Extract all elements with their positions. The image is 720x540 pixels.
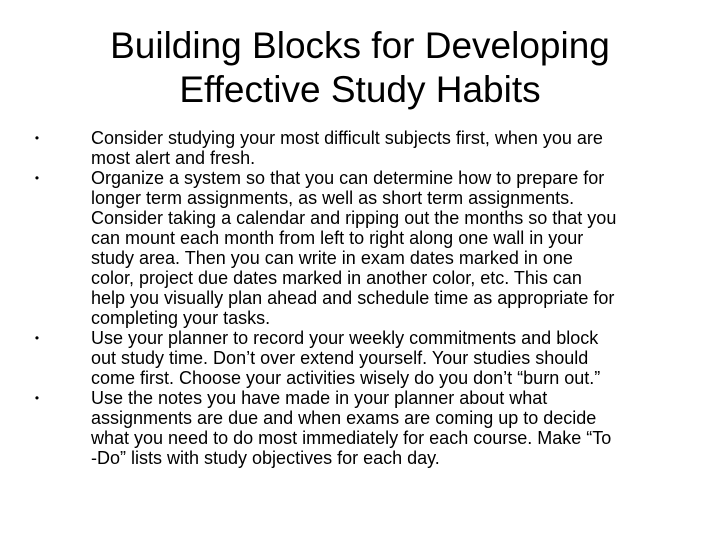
bullet-text <box>91 328 690 388</box>
bullet-line: Consider studying your most difficult subjects first, when you are <box>91 128 603 148</box>
slide-title-line: Effective Study Habits <box>179 69 541 110</box>
bullet-dot-icon: • <box>34 331 40 345</box>
bullet-item-3 <box>30 328 690 388</box>
slide-title <box>40 24 680 112</box>
bullet-text <box>91 128 690 168</box>
bullet-item-2 <box>30 168 690 328</box>
bullet-line: come first. Choose your activities wisely do you don’t “burn out.” <box>91 368 601 388</box>
bullet-list <box>30 128 690 468</box>
bullet-line: out study time. Don’t over extend yourself. Your studies should <box>91 348 589 368</box>
bullet-line: -Do” lists with study objectives for each day. <box>91 448 440 468</box>
bullet-line: Consider taking a calendar and ripping out the months so that you <box>91 208 617 228</box>
bullet-line: Use the notes you have made in your planner about what <box>91 388 548 408</box>
bullet-text <box>91 168 690 328</box>
bullet-dot-icon: • <box>34 131 40 145</box>
bullet-line: color, project due dates marked in another color, etc. This can <box>91 268 582 288</box>
bullet-line: completing your tasks. <box>91 308 271 328</box>
bullet-line: what you need to do most immediately for each course. Make “To <box>91 428 612 448</box>
slide-title-line: Building Blocks for Developing <box>110 25 610 66</box>
bullet-text <box>91 388 690 468</box>
bullet-dot-icon: • <box>34 171 40 185</box>
bullet-line: assignments are due and when exams are coming up to decide <box>91 408 597 428</box>
bullet-item-4 <box>30 388 690 468</box>
bullet-item-1 <box>30 128 690 168</box>
bullet-line: study area. Then you can write in exam dates marked in one <box>91 248 573 268</box>
bullet-line: longer term assignments, as well as short term assignments. <box>91 188 575 208</box>
bullet-line: help you visually plan ahead and schedule time as appropriate for <box>91 288 615 308</box>
bullet-line: Organize a system so that you can determine how to prepare for <box>91 168 605 188</box>
bullet-dot-icon: • <box>34 391 40 405</box>
bullet-line: most alert and fresh. <box>91 148 256 168</box>
bullet-line: Use your planner to record your weekly commitments and block <box>91 328 599 348</box>
bullet-line: can mount each month from left to right along one wall in your <box>91 228 584 248</box>
